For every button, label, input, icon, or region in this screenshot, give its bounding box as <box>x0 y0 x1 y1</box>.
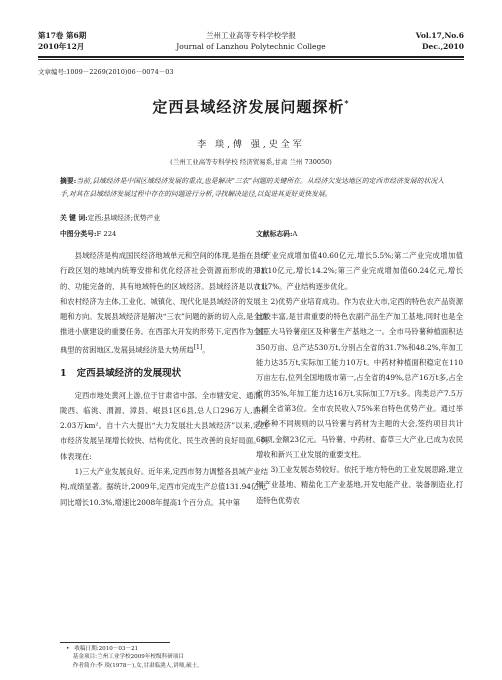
section-title: 定西县域经济的发展现状 <box>76 367 182 379</box>
journal-name-en: Journal of Lanzhou Polytechnic College <box>176 42 326 51</box>
footnote <box>66 645 203 670</box>
body-paragraph: 定西市地处黄河上游,位于甘肃省中部。全市辖安定、通渭、陇西、临洮、渭源、漳县、岷县1区6县,总人口296万人,面积2.03万km²。自十六大提出“大力发展壮大县域经济”以来,定西市经济发展呈现增长较快、结构优化、民生改善的良好局面。具体表现在: <box>60 390 268 461</box>
bullet-spacer <box>66 654 68 660</box>
header-date: 2010年12月 <box>38 42 85 51</box>
footnote-fund <box>66 653 203 661</box>
left-column <box>60 248 268 510</box>
fund-text: 基金项目:兰州工业学校2009年校级科研项目 <box>72 654 184 661</box>
keywords <box>60 212 160 222</box>
section-heading-1 <box>60 366 268 382</box>
clc-value: F 224 <box>96 230 117 238</box>
intro-text: 县域经济是构成国民经济地域单元和空间的体现,是指在县级行政区划的地域内统筹安排和优化经济社会资源而形成的开放的、功能完备的、具有地域特色的区域经济。县域经济是以农业和农村经济为主体,工业化、城镇化、现代化是县域经济的发展主题和方向。发展县域经济是解决“三农”问题的新的切入点,是全面推进小康建设的重要任务。在西部大开发的形势下,定西作为全国典型的贫困地区,发展县域经济是大势所趋 <box>60 251 268 355</box>
keywords-label: 关 键 词: <box>60 214 88 222</box>
affiliation: (兰州工业高等专科学校 经济贸易系,甘肃 兰州 730050) <box>170 158 332 166</box>
paper-title <box>0 96 502 117</box>
title-text: 定西县域经济发展问题探析 <box>152 98 345 116</box>
body-paragraph: 2)优势产业培育成功。作为农业大市,定西的特色农产品资源比较丰富,是甘肃重要的特色农副产品生产加工基地,同时也是全国三大马铃薯産区及种薯生产基地之一。全市马铃薯种植面积达350万亩、总产达530万t,分别占全省的31.7%和48.2%,年加工能力达35万t,实际加工能力10万t。中药材种植面积稳定在110万亩左右,位列全国地级市第一,占全省的49%,总产16万t多,占全省的35%,年加工能力达16万t,实际加工7万t多。肉类总产7.5万t,居全省第3位。全市农民收入75%来自特色优势产业。通过举办各种不同规则的以马铃薯与药材为主题的大会,签约项目共计68项,金额23亿元。马铃薯、中药材、畜草三大产业,已成为农民增收和新兴工业发展的重要支柱。 <box>256 296 463 459</box>
intro-end: 。 <box>202 345 210 355</box>
clc-label: 中图分类号: <box>60 230 97 238</box>
document-code <box>256 228 297 238</box>
header-rule-thick <box>38 56 464 58</box>
keywords-text: 定西;县域经济;优势产业 <box>87 214 161 222</box>
header-rule-thin <box>38 59 464 60</box>
received-date: 收稿日期:2010－03－21 <box>74 646 139 652</box>
body-paragraph: 一产业完成增加值40.60亿元,增长5.5%;第二产业完成增加值31.10亿元,增长14.2%;第三产业完成增加值60.24亿元,增长11.7%。产业结构逐步优化。 <box>256 251 463 291</box>
article-number: 文章编号:1009－2269(2010)06－0074－03 <box>38 68 174 76</box>
bullet-spacer <box>66 663 68 669</box>
clc-number <box>60 228 116 238</box>
abstract <box>60 175 444 200</box>
right-column <box>256 248 463 508</box>
header-volume-issue: 第17卷 第6期 <box>38 31 87 40</box>
footnote-rule <box>60 642 170 643</box>
bullet-icon: • <box>66 646 70 652</box>
section-number: 1 <box>60 367 67 379</box>
title-footnote-mark: * <box>344 98 350 108</box>
abstract-label: 摘要: <box>60 177 77 185</box>
abstract-text: 当前,县域经济是中国区域经济发展的重点,也是解决“三农”问题的关键所在。从经济欠发达地区的定西市经济发展的状况入手,对其在县域经济发展过程中存在的问题进行分析,寻找解决途径,以促进其更好更快发展。 <box>60 177 444 198</box>
doc-code-label: 文献标志码: <box>256 230 293 238</box>
footnote-author <box>66 662 203 670</box>
body-paragraph: 1)三大产业发展良好。近年来,定西市努力调整各县域产业结构,成绩显著。据统计,2009年,定西市完成生产总值131.94亿元,同比增长10.3%,增速比2008年提高1个百分点。其中第 <box>60 466 268 507</box>
body-paragraph: 3)工业发展态势较好。依托于地方特色的工业发展思路,建立铜产业基地、精盐化工产业基地,开发电能产业、装备制造业,打造特色优势农 <box>256 465 463 505</box>
running-header <box>38 30 464 54</box>
reference-mark: [1] <box>193 343 203 351</box>
authors: 李 琰,傅 强,史全军 <box>197 140 305 150</box>
header-date-en: Dec.,2010 <box>422 42 464 51</box>
author-bio: 作者简介:李 琰(1978－),女,甘肃临洮人,讲师,硕士。 <box>72 662 203 669</box>
header-journal <box>38 30 464 52</box>
footnote-received <box>66 645 203 653</box>
journal-name-cn: 兰州工业高等专科学校学报 <box>206 31 296 40</box>
header-volume-en <box>416 30 464 52</box>
doc-code-value: A <box>292 230 298 238</box>
header-vol-no-en: Vol.17,No.6 <box>415 31 464 40</box>
intro-paragraph <box>60 248 268 358</box>
